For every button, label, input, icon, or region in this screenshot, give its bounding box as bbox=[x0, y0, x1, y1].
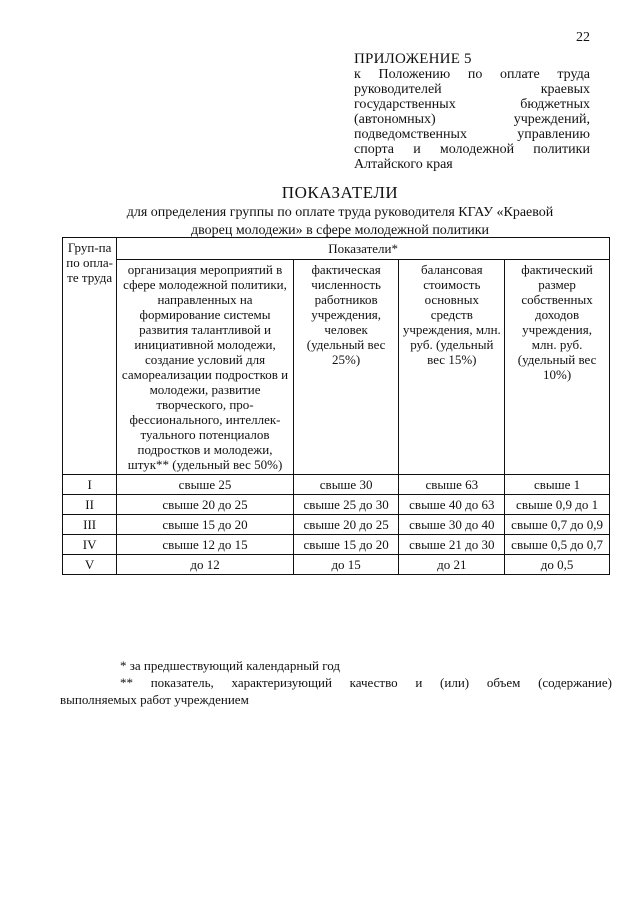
group-label: IV bbox=[63, 535, 117, 555]
appendix-word: и bbox=[413, 142, 421, 157]
table-cell: свыше 20 до 25 bbox=[117, 495, 294, 515]
appendix-word: государственных bbox=[354, 97, 456, 112]
table-header-row bbox=[63, 238, 610, 260]
heading-subtitle-line2: дворец молодежи» в сфере молодежной политики bbox=[190, 223, 490, 238]
appendix-word: по bbox=[467, 67, 483, 82]
appendix-word: бюджетных bbox=[520, 97, 590, 112]
appendix-word: молодежной bbox=[439, 142, 515, 157]
appendix-word: Положению bbox=[378, 67, 451, 82]
table-cell: до 15 bbox=[293, 555, 399, 575]
footnote-2-line2: выполняемых работ учреждением bbox=[60, 692, 249, 707]
appendix-word: Алтайского края bbox=[354, 157, 453, 172]
appendix-word: руководителей bbox=[354, 82, 442, 97]
footnote-word: (содержание) bbox=[538, 675, 612, 690]
footnote-word: и bbox=[415, 675, 423, 690]
appendix-line bbox=[354, 82, 590, 97]
heading-title: ПОКАЗАТЕЛИ bbox=[281, 183, 399, 202]
column-header: балансовая стоимость основных средств учреждения, млн. руб. (удельный вес 15%) bbox=[399, 260, 505, 475]
appendix-word: (автономных) bbox=[354, 112, 436, 127]
group-label: III bbox=[63, 515, 117, 535]
table-cell: свыше 20 до 25 bbox=[293, 515, 399, 535]
table-cell: до 12 bbox=[117, 555, 294, 575]
table-row bbox=[63, 515, 610, 535]
appendix-word: труда bbox=[557, 67, 590, 82]
footnote-word: показатель, bbox=[150, 675, 214, 690]
table-subheader-row bbox=[63, 260, 610, 475]
table-cell: свыше 30 bbox=[293, 475, 399, 495]
appendix-word: управлению bbox=[517, 127, 590, 142]
table-cell: до 0,5 bbox=[505, 555, 610, 575]
table-row bbox=[63, 475, 610, 495]
appendix-line bbox=[354, 97, 590, 112]
footnotes bbox=[60, 657, 612, 708]
column-header: фактический размер собственных доходов учреждения, млн. руб. (удельный вес 10%) bbox=[505, 260, 610, 475]
appendix-word: подведомственных bbox=[354, 127, 467, 142]
footnote-word: характеризующий bbox=[231, 675, 332, 690]
appendix-line bbox=[354, 127, 590, 142]
footnote-word: (или) bbox=[440, 675, 470, 690]
table-cell: свыше 40 до 63 bbox=[399, 495, 505, 515]
table-cell: свыше 1 bbox=[505, 475, 610, 495]
indicators-table bbox=[62, 237, 610, 575]
table-row bbox=[63, 555, 610, 575]
column-header: фактическая численность работников учреждения, человек (удельный вес 25%) bbox=[293, 260, 399, 475]
appendix-word: политики bbox=[533, 142, 590, 157]
table-cell: свыше 25 до 30 bbox=[293, 495, 399, 515]
table-cell: до 21 bbox=[399, 555, 505, 575]
table-cell: свыше 15 до 20 bbox=[117, 515, 294, 535]
appendix-block bbox=[354, 52, 590, 172]
appendix-title: ПРИЛОЖЕНИЕ 5 bbox=[354, 51, 472, 67]
table-cell: свыше 25 bbox=[117, 475, 294, 495]
group-label: I bbox=[63, 475, 117, 495]
footnote-2 bbox=[60, 674, 612, 708]
group-header: Груп-па по опла-те труда bbox=[63, 238, 117, 475]
column-header: организация мероприятий в сфере молодежной политики, направленных на формирование системы развития талантливой и инициативной молодежи, создание условий для самореализации подростков и молодежи, развитие творческого, про-фессионального, интеллек-туального потенциалов подростков и молодежи, штук** (удельный вес 50%) bbox=[117, 260, 294, 475]
group-label: II bbox=[63, 495, 117, 515]
footnote-word: ** bbox=[120, 675, 133, 690]
table-cell: свыше 63 bbox=[399, 475, 505, 495]
footnote-word: объем bbox=[486, 675, 521, 690]
appendix-line bbox=[354, 142, 590, 157]
table-cell: свыше 21 до 30 bbox=[399, 535, 505, 555]
document-heading bbox=[60, 183, 620, 239]
appendix-word: краевых bbox=[540, 82, 590, 97]
appendix-word: учреждений, bbox=[513, 112, 590, 127]
group-label: V bbox=[63, 555, 117, 575]
table-cell: свыше 12 до 15 bbox=[117, 535, 294, 555]
table-row bbox=[63, 535, 610, 555]
table-cell: свыше 0,7 до 0,9 bbox=[505, 515, 610, 535]
table-cell: свыше 0,5 до 0,7 bbox=[505, 535, 610, 555]
page-number: 22 bbox=[576, 30, 590, 45]
appendix-word: спорта bbox=[354, 142, 395, 157]
footnote-word: качество bbox=[349, 675, 398, 690]
appendix-word: оплате bbox=[500, 67, 540, 82]
table-row bbox=[63, 495, 610, 515]
appendix-line bbox=[354, 67, 590, 82]
table-cell: свыше 0,9 до 1 bbox=[505, 495, 610, 515]
table-cell: свыше 15 до 20 bbox=[293, 535, 399, 555]
table-cell: свыше 30 до 40 bbox=[399, 515, 505, 535]
appendix-line bbox=[354, 157, 590, 172]
appendix-word: к bbox=[354, 67, 361, 82]
footnote-2-line1 bbox=[88, 674, 612, 691]
footnote-1: * за предшествующий календарный год bbox=[120, 658, 340, 673]
heading-subtitle-line1: для определения группы по оплате труда руководителя КГАУ «Краевой bbox=[126, 205, 554, 220]
appendix-line bbox=[354, 112, 590, 127]
indicators-header: Показатели* bbox=[117, 238, 610, 260]
